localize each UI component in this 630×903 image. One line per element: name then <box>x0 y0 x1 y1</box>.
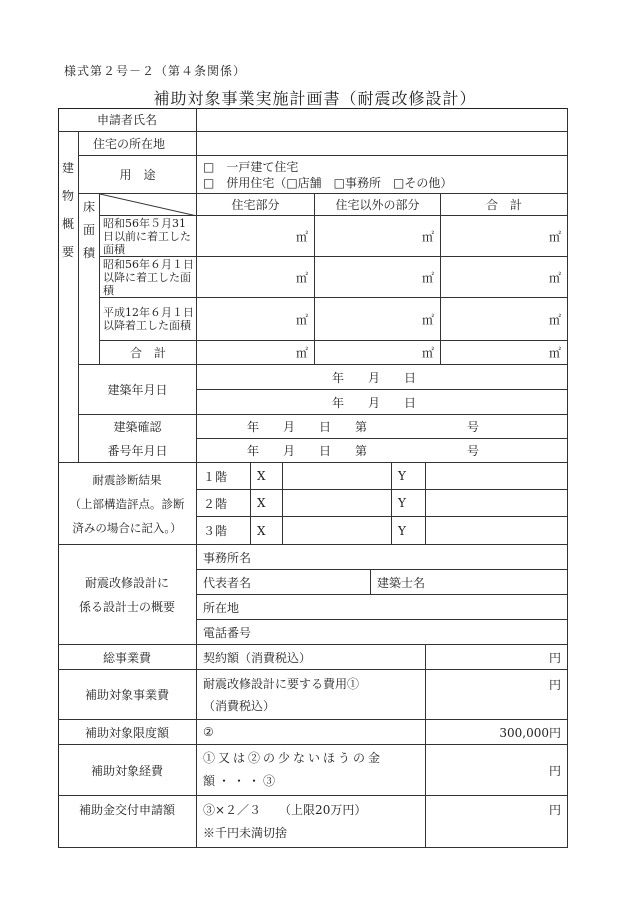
area-cell[interactable]: ㎡ <box>315 341 441 365</box>
limit-value: 300,000円 <box>426 720 568 745</box>
area-cell[interactable]: ㎡ <box>197 298 315 341</box>
floor-row-label: 昭和56年６月１日以降に着工した面積 <box>100 257 197 298</box>
expense-field[interactable]: 円 <box>426 745 568 796</box>
area-cell[interactable]: ㎡ <box>441 341 568 365</box>
floor-row-label: 平成12年６月１日以降着工した面積 <box>100 298 197 341</box>
building-overview-label: 建物概要 <box>58 132 79 463</box>
area-cell[interactable]: ㎡ <box>315 298 441 341</box>
seismic-x-field[interactable] <box>283 490 392 517</box>
use-label: 用 途 <box>79 156 197 194</box>
application-label: 補助金交付申請額 <box>58 796 197 848</box>
architect-field[interactable]: 建築士名 <box>371 570 568 595</box>
seismic-y-field[interactable] <box>426 463 568 490</box>
col-total: 合 計 <box>441 194 568 216</box>
built-date-field[interactable]: 年 月 日 <box>197 390 568 415</box>
diagonal-header <box>100 194 197 216</box>
diagonal-line <box>100 194 197 216</box>
limit-desc: ② <box>197 720 426 745</box>
built-date-label: 建築年月日 <box>79 365 197 415</box>
address-field[interactable]: 所在地 <box>197 595 568 620</box>
seismic-y-field[interactable] <box>426 517 568 545</box>
applicant-name-field[interactable] <box>197 108 568 132</box>
page-title: 補助対象事業実施計画書（耐震改修設計） <box>153 89 477 108</box>
seismic-floor-label: １階 <box>197 463 251 490</box>
applicant-label: 申請者氏名 <box>58 108 197 132</box>
seismic-y-label: Y <box>392 463 426 490</box>
floor-area-label: 床面積 <box>79 194 100 365</box>
area-cell[interactable]: ㎡ <box>197 257 315 298</box>
seismic-y-label: Y <box>392 517 426 545</box>
seismic-x-label: X <box>251 463 283 490</box>
use-options[interactable] <box>197 156 568 194</box>
total-cost-field[interactable]: 円 <box>426 645 568 670</box>
floor-total-label: 合 計 <box>100 341 197 365</box>
use-option-mixed[interactable]: □ 併用住宅（□店舗 □事務所 □その他） <box>203 175 453 190</box>
area-cell[interactable]: ㎡ <box>315 216 441 257</box>
area-cell[interactable]: ㎡ <box>197 341 315 365</box>
limit-label: 補助対象限度額 <box>58 720 197 745</box>
representative-field[interactable]: 代表者名 <box>197 570 371 595</box>
seismic-x-field[interactable] <box>283 517 392 545</box>
designer-label: 耐震改修設計に 係る設計士の概要 <box>58 545 197 645</box>
subsidy-target-desc: 耐震改修設計に要する費用① （消費税込） <box>197 670 426 720</box>
col-nonresidential: 住宅以外の部分 <box>315 194 441 216</box>
office-name-field[interactable]: 事務所名 <box>197 545 568 570</box>
location-field[interactable] <box>197 132 568 156</box>
confirmation-field[interactable]: 年 月 日 第 号 <box>197 415 568 439</box>
confirmation-label: 建築確認 番号年月日 <box>79 415 197 463</box>
application-desc: ③×２／３ （上限20万円） ※千円未満切捨 <box>197 796 426 848</box>
subsidy-target-field[interactable]: 円 <box>426 670 568 720</box>
area-cell[interactable]: ㎡ <box>197 216 315 257</box>
col-residential: 住宅部分 <box>197 194 315 216</box>
area-cell[interactable]: ㎡ <box>441 298 568 341</box>
area-cell[interactable]: ㎡ <box>441 257 568 298</box>
seismic-y-label: Y <box>392 490 426 517</box>
expense-label: 補助対象経費 <box>58 745 197 796</box>
floor-row-label: 昭和56年５月31日以前に着工した面積 <box>100 216 197 257</box>
seismic-x-label: X <box>251 490 283 517</box>
seismic-result-label: 耐震診断結果 （上部構造評点。診断 済みの場合に記入。） <box>58 463 197 545</box>
phone-field[interactable]: 電話番号 <box>197 620 568 645</box>
seismic-floor-label: ３階 <box>197 517 251 545</box>
use-option-detached[interactable]: □ 一戸建て住宅 <box>203 159 299 174</box>
expense-desc: ①又は②の少ないほうの金 額・・・③ <box>197 745 426 796</box>
area-cell[interactable]: ㎡ <box>315 257 441 298</box>
seismic-floor-label: ２階 <box>197 490 251 517</box>
confirmation-field[interactable]: 年 月 日 第 号 <box>197 439 568 463</box>
application-field[interactable]: 円 <box>426 796 568 848</box>
form-number: 様式第２号－２（第４条関係） <box>64 64 247 78</box>
total-cost-desc: 契約額（消費税込） <box>197 645 426 670</box>
location-label: 住宅の所在地 <box>79 132 197 156</box>
seismic-y-field[interactable] <box>426 490 568 517</box>
total-cost-label: 総事業費 <box>58 645 197 670</box>
seismic-x-field[interactable] <box>283 463 392 490</box>
subsidy-target-label: 補助対象事業費 <box>58 670 197 720</box>
area-cell[interactable]: ㎡ <box>441 216 568 257</box>
built-date-field[interactable]: 年 月 日 <box>197 365 568 390</box>
seismic-x-label: X <box>251 517 283 545</box>
